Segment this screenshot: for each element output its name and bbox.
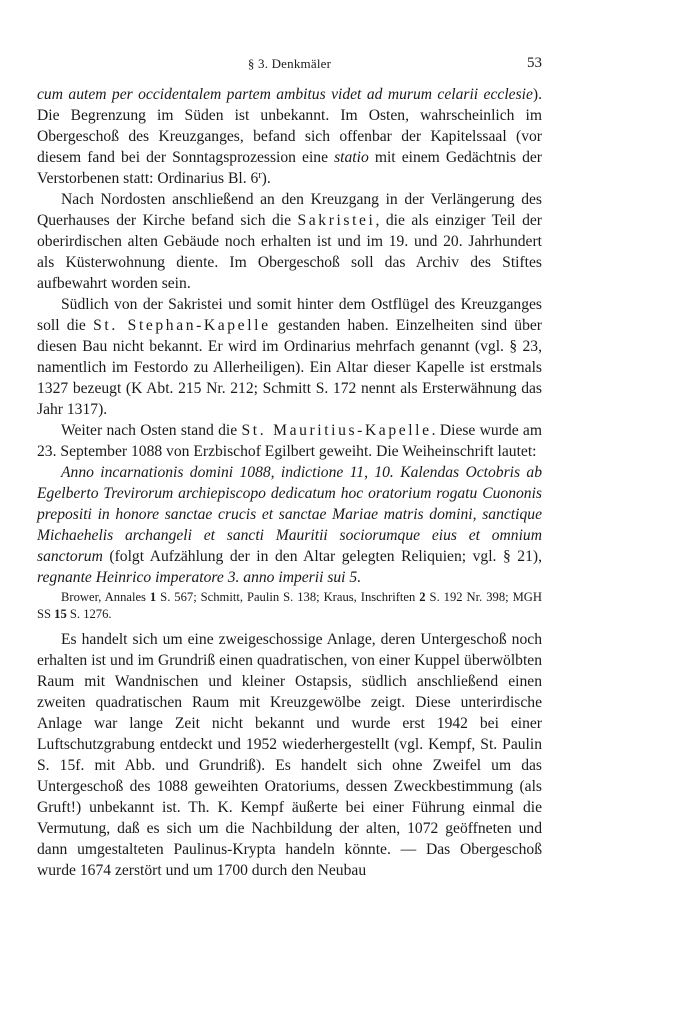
spaced-term: St. Stephan-Kapelle xyxy=(93,317,271,334)
paragraph-crypt-description xyxy=(37,629,542,881)
text-run: Es handelt sich um eine zweigeschossige Anlage, deren Untergeschoß noch erhalten ist und im Grundriß einen quadratischen, von einer Kuppel überwölbten Raum mit Wandnischen und kleiner Ostapsis, südlich anschließend einen zweiten quadratischen Raum mit Kreuzgewölbe zeigt. Diese unterirdische Anlage war lange Zeit nicht bekannt und wurde erst 1942 bei einer Luftschutzgrabung entdeckt und 1952 wiederhergestellt (vgl. Kempf, St. Paulin S. 15f. mit Abb. und Grundriß). Es handelt sich ohne Zweifel um das Untergeschoß des 1088 geweihten Oratoriums, dessen Zweckbestimmung (als Gruft!) unbekannt ist. Th. K. Kempf äußerte bei einer Führung einmal die Vermutung, daß es sich um die Nachbildung der alten, 1072 geöffneten und dann umgestalteten Paulinus-Krypta handeln könnte. — Das Obergeschoß wurde 1674 zerstört und um 1700 durch den Neubau xyxy=(37,631,542,879)
reference-note xyxy=(37,589,542,623)
text-run: Nach Nordosten anschließend an den Kreuzgang in der Verlängerung des Querhauses der Kirche befand sich die xyxy=(37,191,542,229)
note-run: S. 1276. xyxy=(66,607,112,621)
latin-inscription-end: regnante Heinrico imperatore 3. anno imperii sui 5. xyxy=(37,569,362,586)
running-title: § 3. Denkmäler xyxy=(247,56,332,71)
text-run: , die als einziger Teil der oberirdischen alten Gebäude noch erhalten ist und im 19. und 20. Jahrhundert als Küsterwohnung diente. Im Obergeschoß soll das Archiv des Stiftes aufbewahrt worden sein. xyxy=(37,212,542,292)
page-number: 53 xyxy=(527,55,542,71)
spaced-term: St. Mauritius-Kapelle xyxy=(241,422,432,439)
volume-number: 2 xyxy=(419,590,426,604)
running-header xyxy=(37,56,542,78)
note-run: S. 192 Nr. 398; MGH SS xyxy=(37,590,542,621)
text-run: Weiter nach Osten stand die xyxy=(61,422,242,439)
text-run: mit einem Gedächtnis der Verstorbenen statt: Ordinarius Bl. 6 xyxy=(37,149,542,187)
text-run: . Diese wurde am 23. September 1088 von Erzbischof Egilbert geweiht. Die Weiheinschrift lautet: xyxy=(37,422,542,460)
volume-number: 1 xyxy=(149,590,157,604)
latin-quote: cum autem per occidentalem partem ambitus videt ad murum celarii ecclesie xyxy=(37,86,533,103)
paragraph-mauritius-kapelle xyxy=(37,420,542,462)
text-run: (folgt Aufzählung der in den Altar gelegten Reliquien; vgl. § 21), xyxy=(102,548,542,565)
spaced-term: Sakristei xyxy=(297,212,376,229)
latin-term: statio xyxy=(334,149,369,166)
note-run: S. 567; Schmitt, Paulin S. 138; Kraus, Inschriften xyxy=(156,590,420,604)
latin-inscription: Anno incarnationis domini 1088, indictione 11, 10. Kalendas Octobris ab Egelberto Trevirorum archiepiscopo dedicatum hoc oratorium rogatu Cuononis prepositi in honore sanctae crucis et sanctae Mariae matris domini, sanctique Michaehelis archangeli et sancti Mauritii sociorumque eius et omnium sanctorum xyxy=(37,464,542,565)
text-run: ). Die Begrenzung im Süden ist unbekannt. Im Osten, wahrscheinlich im Obergeschoß des Kreuzganges, befand sich offenbar der Kapitelssaal (vor diesem fand bei der Sonntagsprozession eine xyxy=(37,86,542,166)
text-run: Südlich von der Sakristei und somit hinter dem Ostflügel des Kreuzganges soll die xyxy=(37,296,542,334)
volume-number: 15 xyxy=(54,607,67,621)
paragraph-inscription xyxy=(37,462,542,588)
book-page xyxy=(37,56,542,881)
text-run: ). xyxy=(261,170,271,187)
note-run: Brower, Annales xyxy=(61,590,150,604)
main-text xyxy=(37,84,542,881)
paragraph-cloister-continuation xyxy=(37,84,542,189)
paragraph-stephan-kapelle xyxy=(37,294,542,420)
paragraph-sakristei xyxy=(37,189,542,294)
text-run: gestanden haben. Einzelheiten sind über diesen Bau nicht bekannt. Er wird im Ordinarius mehrfach genannt (vgl. § 23, namentlich im Festordo zu Allerheiligen). Ein Altar dieser Kapelle ist erstmals 1327 bezeugt (K Abt. 215 Nr. 212; Schmitt S. 172 nennt als Ersterwähnung das Jahr 1317). xyxy=(37,317,542,418)
superscript: r xyxy=(258,170,262,181)
